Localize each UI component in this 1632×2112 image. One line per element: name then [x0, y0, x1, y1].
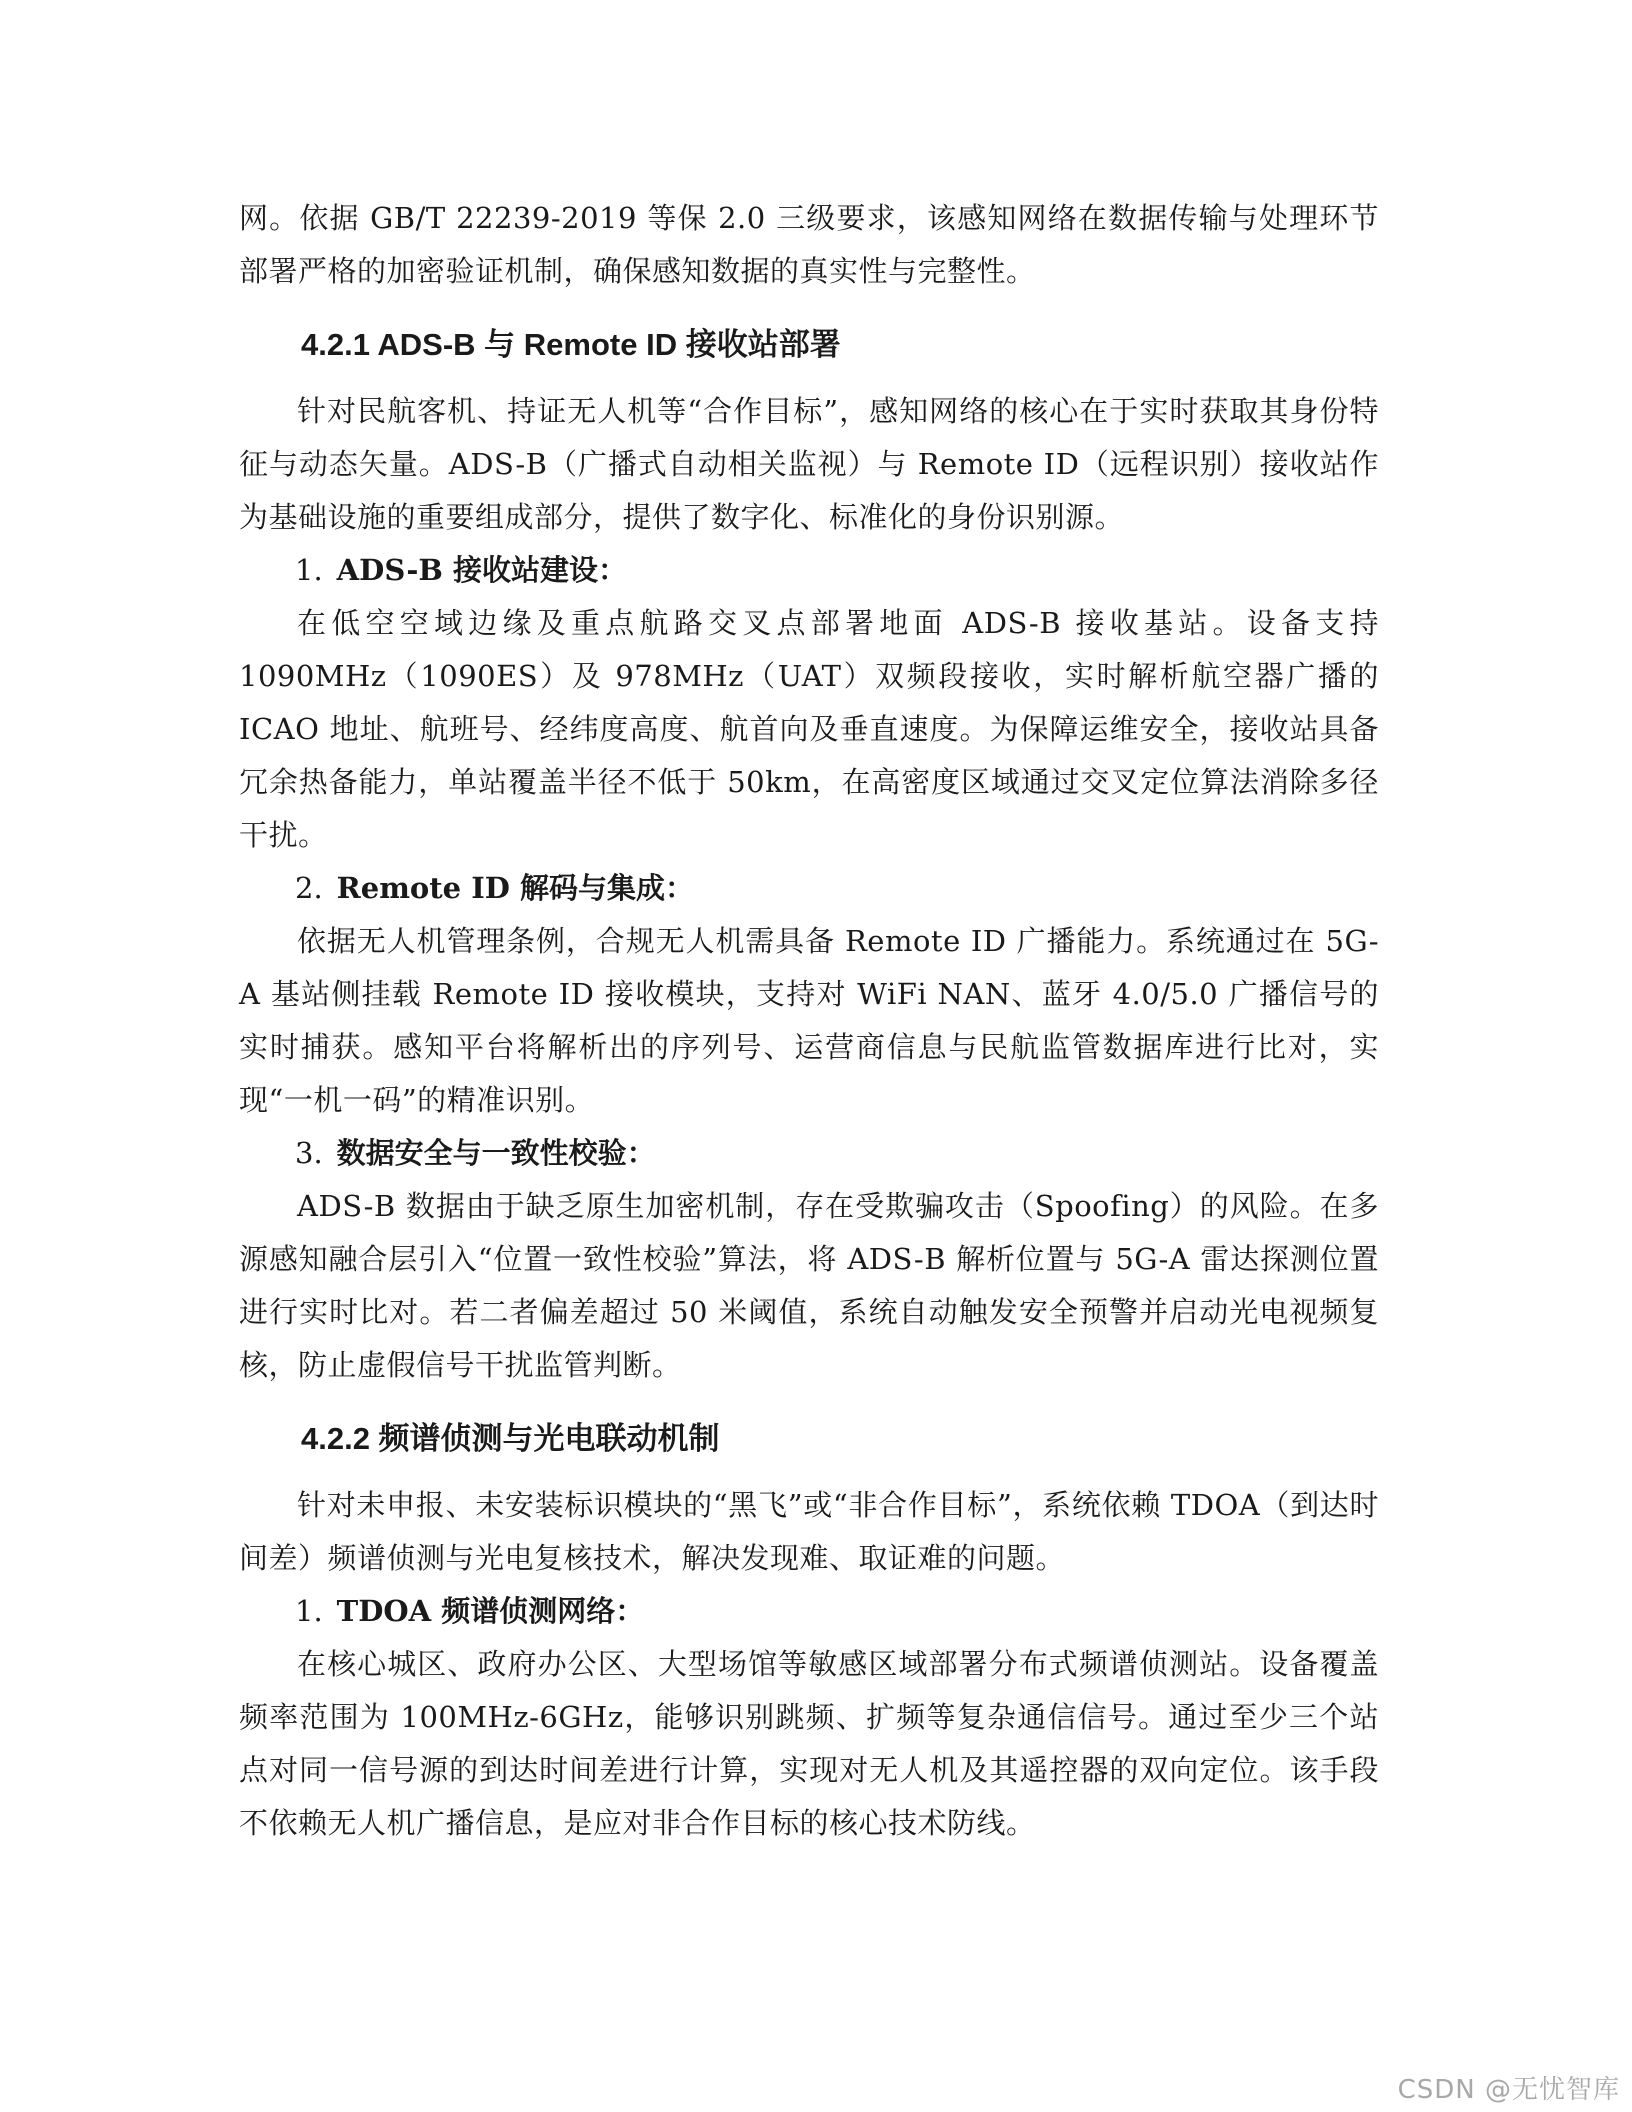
list-title: TDOA 频谱侦测网络：	[336, 1594, 645, 1628]
list-body-tdoa: 在核心城区、政府办公区、大型场馆等敏感区域部署分布式频谱侦测站。设备覆盖频率范围为 100MHz-6GHz，能够识别跳频、扩频等复杂通信信号。通过至少三个站点对同一信号源的到达时间差进行计算，实现对无人机及其遥控器的双向定位。该手段不依赖无人机广播信息，是应对非合作目标的核心技术防线。	[239, 1647, 1379, 1840]
page-content	[239, 192, 1379, 1850]
list-body-adsb: 在低空空域边缘及重点航路交叉点部署地面 ADS-B 接收基站。设备支持 1090MHz（1090ES）及 978MHz（UAT）双频段接收，实时解析航空器广播的 ICAO 地址、航班号、经纬度高度、航首向及垂直速度。为保障运维安全，接收站具备冗余热备能力，单站覆盖半径不低于 50km，在高密度区域通过交叉定位算法消除多径干扰。	[239, 606, 1379, 852]
section-heading-4-2-2: 4.2.2 频谱侦测与光电联动机制	[301, 1421, 720, 1456]
list-heading-remote-id	[239, 862, 1379, 915]
intro-paragraph: 网。依据 GB/T 22239-2019 等保 2.0 三级要求，该感知网络在数据传输与处理环节部署严格的加密验证机制，确保感知数据的真实性与完整性。	[239, 201, 1379, 288]
list-body-remote-id: 依据无人机管理条例，合规无人机需具备 Remote ID 广播能力。系统通过在 5G-A 基站侧挂载 Remote ID 接收模块，支持对 WiFi NAN、蓝牙 4.0/5.0 广播信号的实时捕获。感知平台将解析出的序列号、运营商信息与民航监管数据库进行比对，实现“一机一码”的精准识别。	[239, 924, 1379, 1117]
section-heading-4-2-1: 4.2.1 ADS-B 与 Remote ID 接收站部署	[301, 327, 841, 362]
list-heading-adsb	[239, 544, 1379, 597]
list-number: 1.	[295, 553, 323, 587]
list-body-data-security: ADS-B 数据由于缺乏原生加密机制，存在受欺骗攻击（Spoofing）的风险。在多源感知融合层引入“位置一致性校验”算法，将 ADS-B 解析位置与 5G-A 雷达探测位置进行实时比对。若二者偏差超过 50 米阈值，系统自动触发安全预警并启动光电视频复核，防止虚假信号干扰监管判断。	[239, 1189, 1379, 1382]
list-number: 3.	[295, 1136, 323, 1170]
list-title: ADS-B 接收站建设：	[336, 553, 627, 587]
list-heading-tdoa	[239, 1585, 1379, 1638]
list-number: 1.	[295, 1594, 323, 1628]
csdn-watermark: CSDN @无忧智库	[1397, 2075, 1620, 2105]
section-4-2-2-lead: 针对未申报、未安装标识模块的“黑飞”或“非合作目标”，系统依赖 TDOA（到达时间差）频谱侦测与光电复核技术，解决发现难、取证难的问题。	[239, 1488, 1379, 1575]
section-4-2-1-lead: 针对民航客机、持证无人机等“合作目标”，感知网络的核心在于实时获取其身份特征与动态矢量。ADS-B（广播式自动相关监视）与 Remote ID（远程识别）接收站作为基础设施的重要组成部分，提供了数字化、标准化的身份识别源。	[239, 394, 1379, 534]
list-title: Remote ID 解码与集成：	[336, 871, 695, 905]
list-number: 2.	[295, 871, 323, 905]
list-title: 数据安全与一致性校验：	[336, 1136, 656, 1170]
list-heading-data-security	[239, 1127, 1379, 1180]
